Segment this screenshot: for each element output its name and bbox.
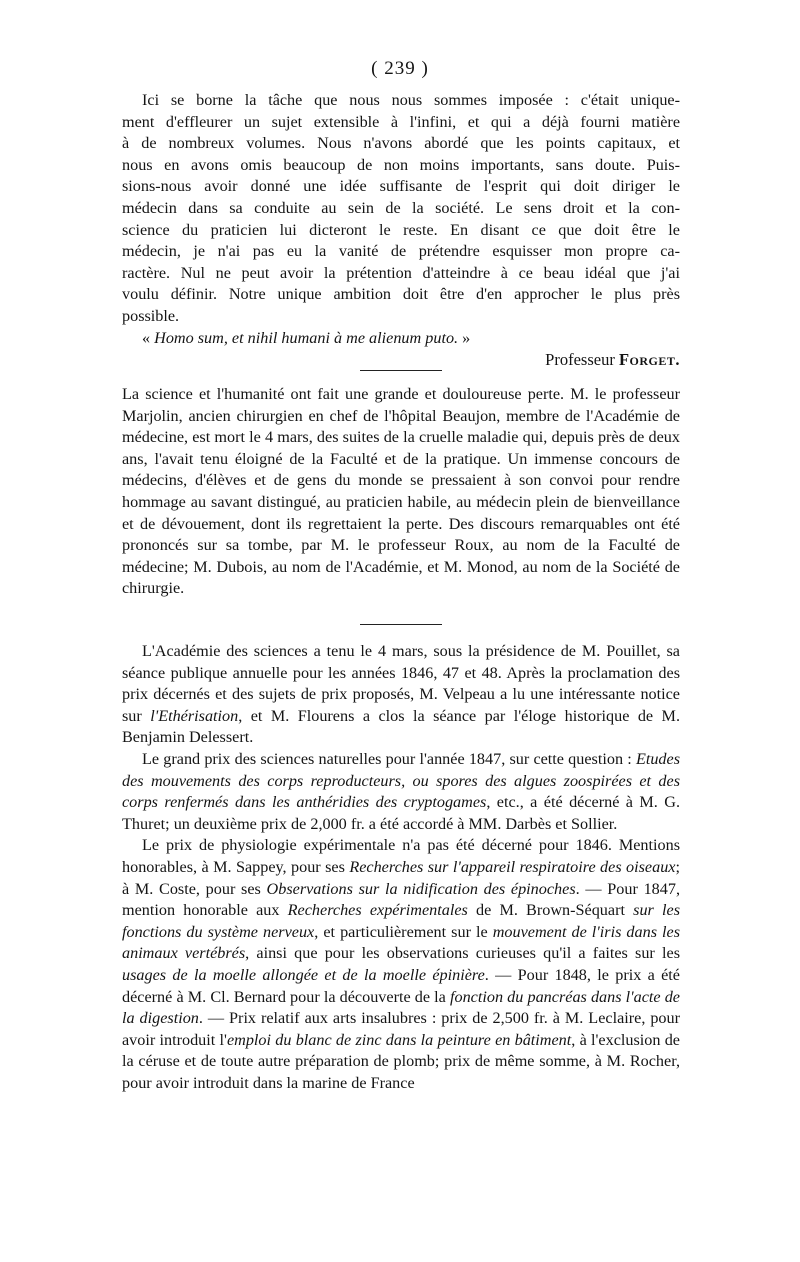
text-line: voulu définir. Notre unique ambition doit être d'en approcher le plus près bbox=[122, 285, 680, 304]
italic-run: fonction du pancréas dans l'acte de la digestion bbox=[122, 987, 680, 1028]
section-divider bbox=[360, 624, 442, 625]
text-line: ractère. Nul ne peut avoir la prétention d'atteindre à ce beau idéal que j'ai bbox=[122, 263, 680, 282]
text-run: de M. Brown-Séquart bbox=[467, 901, 634, 920]
text-line: ment d'effleurer un sujet extensible à l'infini, et qui a déjà fourni matière bbox=[122, 112, 680, 131]
text-run: . — Prix relatif aux arts insalubres : prix de 2,500 fr. à M. Leclaire, pour avoir introduit l' bbox=[122, 1009, 680, 1049]
seance-paragraph bbox=[122, 641, 680, 749]
obituary-paragraph: La science et l'humanité ont fait une grande et douloureuse perte. M. le professeur Marjolin, ancien chirurgien en chef de l'hôpital Beaujon, membre de l'Académie de médecine, est mort le 4 mars, des suites de la cruelle maladie qui, depuis près de deux ans, l'avait tenu éloigné de la Faculté et de la pratique. Un immense concours de médecins, d'élèves et de gens du monde se pressaient à son convoi pour rendre hommage au savant distingué, au praticien habile, au médecin plein de bienveillance et de dévouement, dont ils regrettaient la perte. Des discours remarquables ont été prononcés sur sa tombe, par M. le professeur Roux, au nom de la Faculté de médecine; M. Dubois, au nom de l'Académie, et M. Monod, au nom de la Société de chirurgie. bbox=[122, 385, 680, 598]
text-line: Ici se borne la tâche que nous nous sommes imposée : c'était unique- bbox=[142, 91, 680, 109]
text-run: Le prix de physiologie expérimentale n'a pas été décerné pour 1846. Mentions honorables, à M. Sappey, pour ses bbox=[122, 836, 680, 876]
italic-run: l'Ethérisation bbox=[150, 706, 239, 725]
quote-text: Homo sum, et nihil humani à me alienum puto. bbox=[154, 328, 459, 347]
grand-prix-paragraph bbox=[122, 749, 680, 835]
text-line: médecin dans sa conduite au sein de la société. Le sens droit et la con- bbox=[122, 198, 680, 217]
page-number: ( 239 ) bbox=[371, 58, 429, 79]
text-line: nous en avons omis beaucoup de non moins importants, sans doute. Puis- bbox=[122, 155, 680, 174]
signature bbox=[122, 349, 680, 371]
text-line: sions-nous avoir donné une idée suffisante de l'esprit qui doit diriger le bbox=[122, 177, 680, 196]
italic-run: mouvement de l'iris dans les animaux vertébrés bbox=[122, 922, 681, 963]
text-run: , et M. Flourens a clos la séance par l'éloge historique de M. Benjamin Delessert. bbox=[122, 706, 680, 747]
quote-open-mark: « bbox=[142, 328, 155, 347]
text-line: médecin, je n'ai pas eu la vanité de prétendre esquisser mon propre ca- bbox=[122, 242, 680, 261]
italic-run: Recherches sur l'appareil respiratoire des oiseaux bbox=[349, 857, 676, 876]
italic-run: usages de la moelle allongée et de la moelle épinière bbox=[122, 965, 485, 984]
section-conclusion bbox=[122, 90, 680, 371]
text-run: . — Pour 1848, le prix a été décerné à M. Cl. Bernard pour la découverte de la bbox=[122, 965, 680, 1006]
section-marjolin-obituary bbox=[122, 384, 680, 600]
text-run: ; à M. Coste, pour ses bbox=[122, 857, 680, 898]
signature-name: Forget. bbox=[618, 350, 680, 370]
text-run: , ainsi que pour les observations curieuses qu'il a faites sur les bbox=[245, 944, 680, 963]
signature-prefix: Professeur bbox=[545, 350, 619, 370]
italic-run: sur les fonctions du système nerveux bbox=[122, 901, 680, 941]
italic-run: Etudes des mouvements des corps reproducteurs, ou spores des algues zoospirées et des corps renfermés dans les anthéridies des cryptogames bbox=[122, 749, 680, 812]
text-run: , etc., a été décerné à M. G. Thuret; un deuxième prix de 2,000 fr. a été accordé à MM. Darbès et Sollier. bbox=[122, 793, 681, 833]
text-run: L'Académie des sciences a tenu le 4 mars, sous la présidence de M. Pouillet, sa séance publique annuelle pour les années 1846, 47 et 48. Après la proclamation des prix décernés et des sujets de prix proposés, M. Velpeau a lu une intéressante notice sur bbox=[122, 642, 680, 725]
italic-run: Recherches expérimentales bbox=[287, 901, 468, 920]
conclusion-paragraph bbox=[122, 90, 680, 328]
latin-quote bbox=[122, 328, 680, 350]
italic-run: emploi du blanc de zinc dans la peinture en bâtiment bbox=[226, 1030, 572, 1049]
italic-run: Observations sur la nidification des épinoches bbox=[266, 879, 576, 898]
text-run: , et particulièrement sur le bbox=[314, 922, 493, 941]
quote-close-mark: » bbox=[458, 328, 471, 347]
physiologie-prix-paragraph bbox=[122, 835, 680, 1094]
text-line: possible. bbox=[122, 306, 180, 325]
section-divider bbox=[360, 370, 442, 371]
text-line: science du praticien lui dicteront le reste. En disant ce que doit être le bbox=[122, 220, 680, 239]
text-run: Le grand prix des sciences naturelles pour l'année 1847, sur cette question : bbox=[142, 749, 636, 768]
text-line: à de nombreux volumes. Nous n'avons abordé que les points capitaux, et bbox=[122, 134, 680, 153]
text-run: . — Pour 1847, mention honorable aux bbox=[122, 879, 680, 920]
text-run: , à l'exclusion de la céruse et de toute autre préparation de plomb; prix de même somme, à M. Rocher, pour avoir introduit dans la marine de France bbox=[122, 1030, 680, 1092]
section-academie-sciences bbox=[122, 641, 680, 1094]
